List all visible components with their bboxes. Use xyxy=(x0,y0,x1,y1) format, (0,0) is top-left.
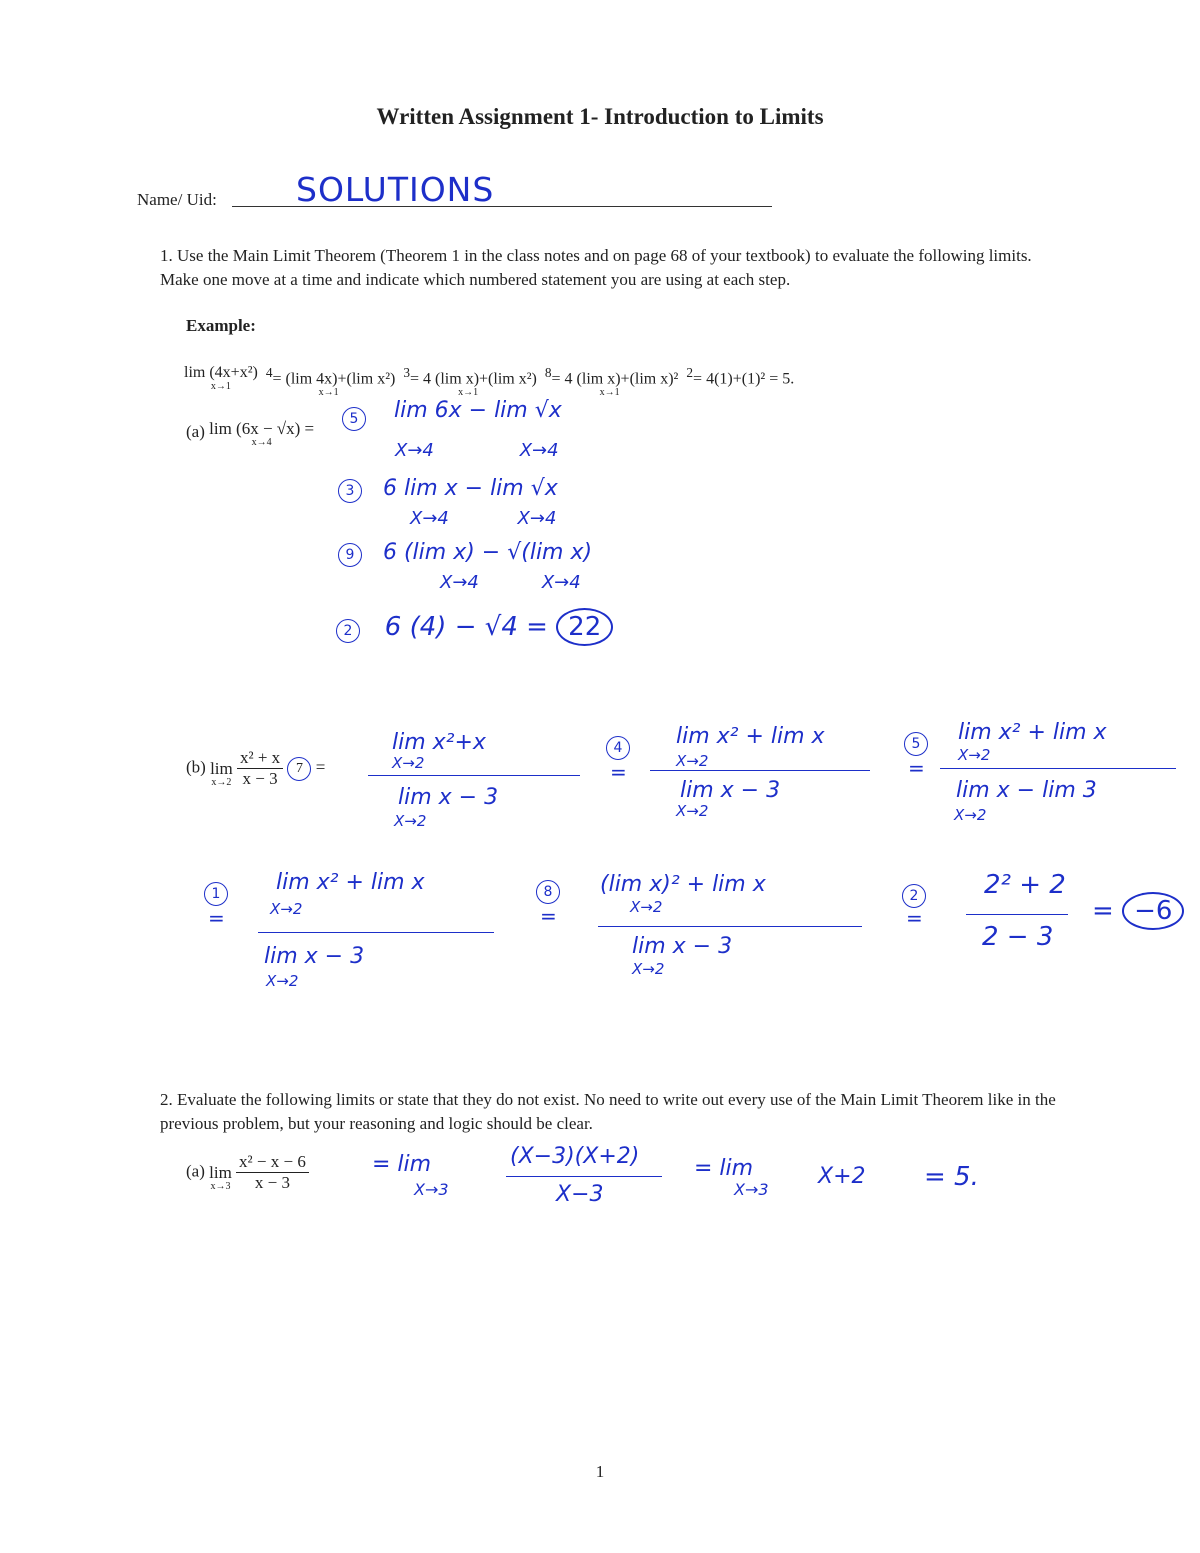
part-a-step-2: 3 6 lim x − lim √x xyxy=(338,476,558,503)
part-b-step-1-num: lim x²+x xyxy=(392,730,486,755)
step-badge: 3 xyxy=(338,479,362,503)
step-badge: 7 xyxy=(287,757,311,781)
part-b-step-6-num: 2² + 2 xyxy=(984,870,1066,900)
question-2-number: 2. xyxy=(160,1090,173,1109)
fraction-bar xyxy=(598,926,862,927)
q2-part-a-step-1-num: (X−3)(X+2) xyxy=(510,1144,640,1169)
part-a-answer: 22 xyxy=(556,608,613,646)
part-b-step-2-num: lim x² + lim x xyxy=(676,724,825,749)
part-b-step-3-den: lim x − lim 3 xyxy=(956,778,1097,803)
step-badge: 2 xyxy=(336,619,360,643)
q2-part-a-step-2: = lim xyxy=(694,1156,754,1181)
question-1 xyxy=(160,244,1060,292)
q2-part-a-step-1: = lim xyxy=(372,1152,432,1177)
q2-part-a-prompt: (a) lim x→3 $\frac{\text{x² − x − 6}}{x - 3}$ xyxy=(186,1152,309,1194)
step-badge: 5 xyxy=(342,407,366,431)
fraction-bar xyxy=(650,770,870,771)
equals-sign: = xyxy=(208,906,225,930)
q2-part-a-step-1-den: X−3 xyxy=(556,1182,604,1207)
part-b-step-1-den-sub: X→2 xyxy=(394,812,427,830)
example-step-4: $^2$= 4(1)+(1)² = 5. xyxy=(686,365,795,388)
example-step-1: $^4$= (lim 4x)+(lim x²) x→1 xyxy=(265,365,396,399)
part-a-step-4: 2 6 (4) − √4 = 22 xyxy=(336,612,613,643)
q2-part-a-step-1-sub: X→3 xyxy=(414,1180,449,1199)
name-value: SOLUTIONS xyxy=(296,170,495,209)
part-b-prompt: (b) lim x→2 $\frac{\text{x² + x}}{x - 3}$ 7 = xyxy=(186,748,326,788)
part-b-step-4-den: lim x − 3 xyxy=(264,944,365,969)
part-b-step-2-den-sub: X→2 xyxy=(676,802,709,820)
equals-sign: = xyxy=(540,904,557,928)
q2-part-a-result: = 5. xyxy=(924,1162,979,1192)
part-b-answer-wrap: = −6 xyxy=(1092,896,1184,926)
part-a-step-1-subs: X→4 X→4 xyxy=(395,440,559,461)
part-b-step-3-badge: 5 xyxy=(904,732,928,756)
part-a-step-3: 9 6 (lim x) − √(lim x) xyxy=(338,540,592,567)
part-b-step-5-num-sub: X→2 xyxy=(630,898,663,916)
part-b-step-5-den: lim x − 3 xyxy=(632,934,733,959)
question-2-text: Evaluate the following limits or state that they do not exist. No need to write out every use of the Main Limit Theorem like in the previous problem, but your reasoning and logic should be clear. xyxy=(160,1090,1056,1133)
q2-part-a-step-2-expr: X+2 xyxy=(818,1164,866,1189)
page-number: 1 xyxy=(595,1462,605,1481)
fraction-bar xyxy=(368,775,580,776)
part-b-step-6-den: 2 − 3 xyxy=(982,922,1054,952)
part-a-step-3-subs: X→4 X→4 xyxy=(440,572,581,593)
page-title: Written Assignment 1- Introduction to Limits xyxy=(376,104,824,129)
part-b-step-3-num: lim x² + lim x xyxy=(958,720,1107,745)
part-b-step-4-num-sub: X→2 xyxy=(270,900,303,918)
example-label: Example: xyxy=(186,316,256,335)
part-b-step-2-den: lim x − 3 xyxy=(680,778,781,803)
part-a-prompt: (a) lim (6x − √x) = x→4 xyxy=(186,419,315,448)
question-1-number: 1. xyxy=(160,246,173,265)
fraction-bar xyxy=(940,768,1176,769)
part-b-step-1-num-sub: X→2 xyxy=(392,754,425,772)
fraction-bar xyxy=(966,914,1068,915)
question-2 xyxy=(160,1088,1060,1136)
example-step-2: $^3$= 4 (lim x)+(lim x²) x→1 xyxy=(403,365,537,399)
part-b-step-1-den: lim x − 3 xyxy=(398,785,499,810)
question-1-text: Use the Main Limit Theorem (Theorem 1 in the class notes and on page 68 of your textbook) to evaluate the following limits. Make one move at a time and indicate which numbered statement you are using at each step. xyxy=(160,246,1032,289)
name-label: Name/ Uid: xyxy=(137,190,217,209)
part-b-step-4-badge: 1 xyxy=(204,882,228,906)
example-lhs: lim (4x+x²) x→1 xyxy=(184,364,258,392)
part-b-step-5-den-sub: X→2 xyxy=(632,960,665,978)
part-b-step-2-badge: 4 xyxy=(606,736,630,760)
part-a-step-2-subs: X→4 X→4 xyxy=(410,508,557,529)
part-b-step-5-badge: 8 xyxy=(536,880,560,904)
part-b-step-3-num-sub: X→2 xyxy=(958,746,991,764)
example-expression xyxy=(184,366,1084,400)
part-b-step-4-num: lim x² + lim x xyxy=(276,870,425,895)
part-b-step-3-den-sub: X→2 xyxy=(954,806,987,824)
equals-sign: = xyxy=(908,756,925,780)
part-a-step-1: 5 lim 6x − lim √x xyxy=(342,404,562,431)
fraction-bar xyxy=(506,1176,662,1177)
part-b-step-6-badge: 2 xyxy=(902,884,926,908)
part-b-step-2-num-sub: X→2 xyxy=(676,752,709,770)
equals-sign: = xyxy=(610,760,627,784)
example-step-3: $^8$= 4 (lim x)+(lim x)² x→1 xyxy=(544,365,679,399)
q2-part-a-step-2-sub: X→3 xyxy=(734,1180,769,1199)
part-b-step-5-num: (lim x)² + lim x xyxy=(600,872,766,897)
part-b-step-4-den-sub: X→2 xyxy=(266,972,299,990)
equals-sign: = xyxy=(906,906,923,930)
fraction-bar xyxy=(258,932,494,933)
part-b-answer: −6 xyxy=(1122,892,1184,930)
step-badge: 9 xyxy=(338,543,362,567)
